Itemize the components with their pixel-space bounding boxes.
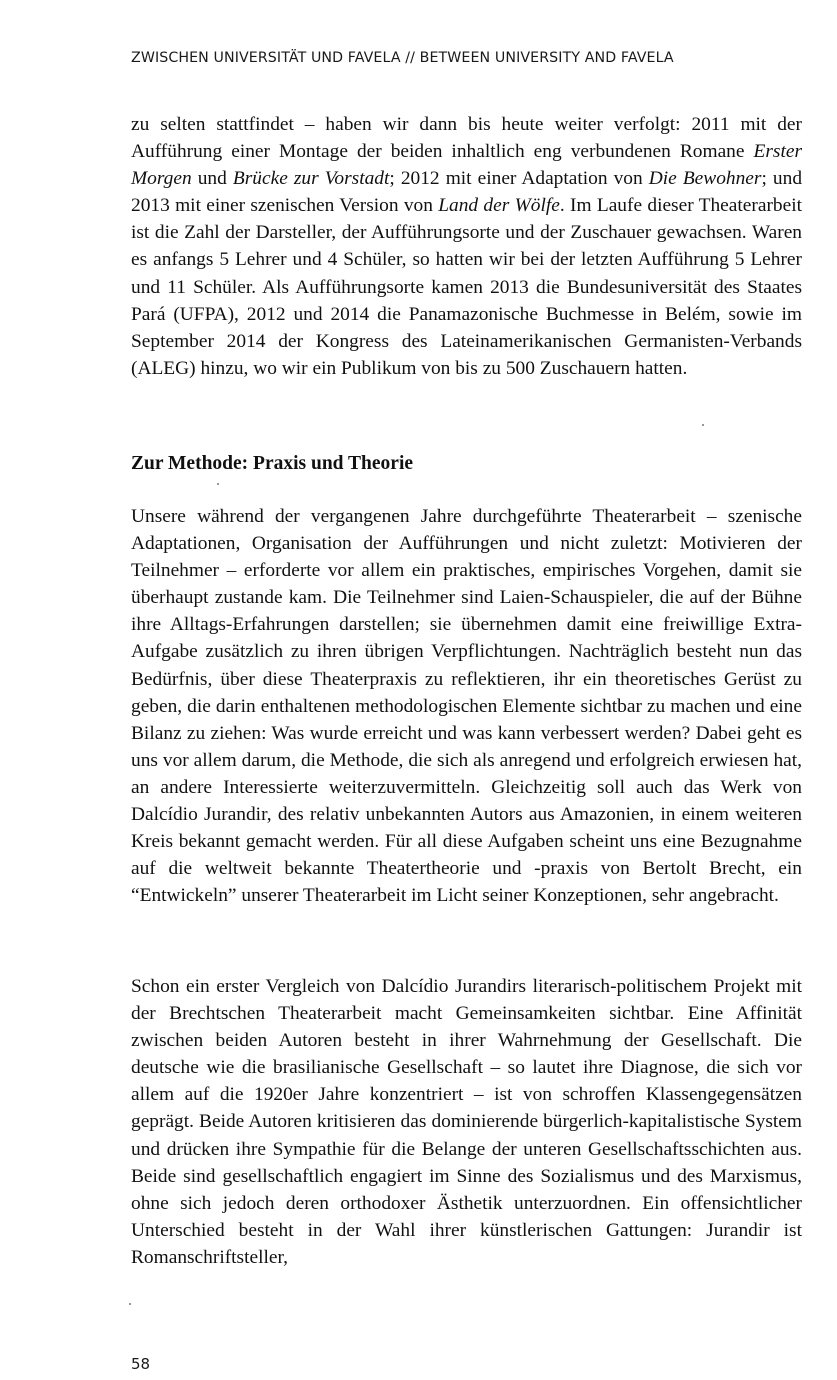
scan-speck <box>702 424 704 426</box>
running-head-separator: // <box>400 50 420 66</box>
paragraph-continued <box>131 111 802 382</box>
paragraph-comparison <box>131 973 802 1271</box>
running-head <box>131 50 791 66</box>
title-erster-morgen: Erster Morgen <box>131 141 802 190</box>
paragraph-text: Schon ein erster Vergleich von Dalcídio Jurandirs literarisch-politischem Projekt mit der Brechtschen Theaterarbeit macht Gemeinsamkeiten sichtbar. Eine Affinität zwischen beiden Autoren besteht in ihrer Wahrnehmung der Gesellschaft. Die deutsche wie die brasilianische Gesellschaft – so lautet ihre Diagnose, die sich vor allem auf die 1920er Jahre konzentriert – ist von schroffen Klassengegensätzen geprägt. Beide Autoren kritisieren das dominierende bürgerlich-kapitalistische System und drücken ihre Sympathie für die Belange der unteren Gesellschaftsschichten aus. Beide sind gesellschaftlich engagiert im Sinne des Sozialismus und des Marxismus, ohne sich jedoch deren orthodoxer Ästhetik unterzuordnen. Ein offensichtlicher Unterschied besteht in der Wahl ihrer künstlerischen Gattungen: Jurandir ist Romanschriftsteller, <box>131 976 802 1268</box>
paragraph-method <box>131 503 802 909</box>
paragraph-text: . Im Laufe dieser Theaterarbeit ist die Zahl der Darsteller, der Aufführungsorte und der Zuschauer gewachsen. Waren es anfangs 5 Lehrer und 4 Schüler, so hatten wir bei der letzten Aufführung 5 Lehrer und 11 Schüler. Als Aufführungsorte kamen 2013 die Bundesuniversität des Staates Pará (UFPA), 2012 und 2014 die Panamazonische Buchmesse in Belém, sowie im September 2014 der Kongress des Lateinamerikanischen Germanisten-Verbands (ALEG) hinzu, wo wir ein Publikum von bis zu 500 Zuschauern hatten. <box>131 195 802 379</box>
scan-speck <box>217 483 219 485</box>
section-heading: Zur Methode: Praxis und Theorie <box>131 453 414 474</box>
title-land-der-woelfe: Land der Wölfe <box>438 195 560 217</box>
title-bruecke-zur-vorstadt: Brücke zur Vorstadt <box>232 168 390 190</box>
page-number: 58 <box>131 1355 151 1373</box>
running-head-german: ZWISCHEN UNIVERSITÄT UND FAVELA <box>131 50 401 66</box>
title-die-bewohner: Die Bewohner <box>648 168 762 190</box>
running-head-english: BETWEEN UNIVERSITY AND FAVELA <box>419 50 674 66</box>
paragraph-text: und <box>191 168 233 190</box>
paragraph-text: zu selten stattfindet – haben wir dann bis heute weiter verfolgt: 2011 mit der Aufführung einer Montage der beiden inhaltlich eng verbundenen Romane <box>131 114 802 163</box>
paragraph-text: ; 2012 mit einer Adaptation von <box>389 168 649 190</box>
paragraph-text: ; und 2013 mit einer szenischen Version von <box>131 168 803 217</box>
scan-speck <box>129 1303 131 1305</box>
paragraph-text: Unsere während der vergangenen Jahre durchgeführte Theaterarbeit – szenische Adaptationen, Organisation der Aufführungen und nicht zuletzt: Motivieren der Teilnehmer – erforderte vor allem ein praktisches, empirisches Vorgehen, damit sie überhaupt zustande kam. Die Teilnehmer sind Laien-Schauspieler, die auf der Bühne ihre Alltags-Erfahrungen darstellen; sie übernehmen damit eine freiwillige Extra-Aufgabe zusätzlich zu ihren übrigen Verpflichtungen. Nachträglich besteht nun das Bedürfnis, über diese Theaterpraxis zu reflektieren, ihr ein theoretisches Gerüst zu geben, die darin enthaltenen methodologischen Elemente sichtbar zu machen und eine Bilanz zu ziehen: Was wurde erreicht und was kann verbessert werden? Dabei geht es uns vor allem darum, die Methode, die sich als anregend und erfolgreich erwiesen hat, an andere Interessierte weiterzuvermitteln. Gleichzeitig soll auch das Werk von Dalcídio Jurandir, des relativ unbekannten Autors aus Amazonien, in einem weiteren Kreis bekannt gemacht werden. Für all diese Aufgaben scheint uns eine Bezugnahme auf die weltweit bekannte Theatertheorie und -praxis von Bertolt Brecht, ein “Entwickeln” unserer Theaterarbeit im Licht seiner Konzeptionen, sehr angebracht. <box>131 506 802 907</box>
